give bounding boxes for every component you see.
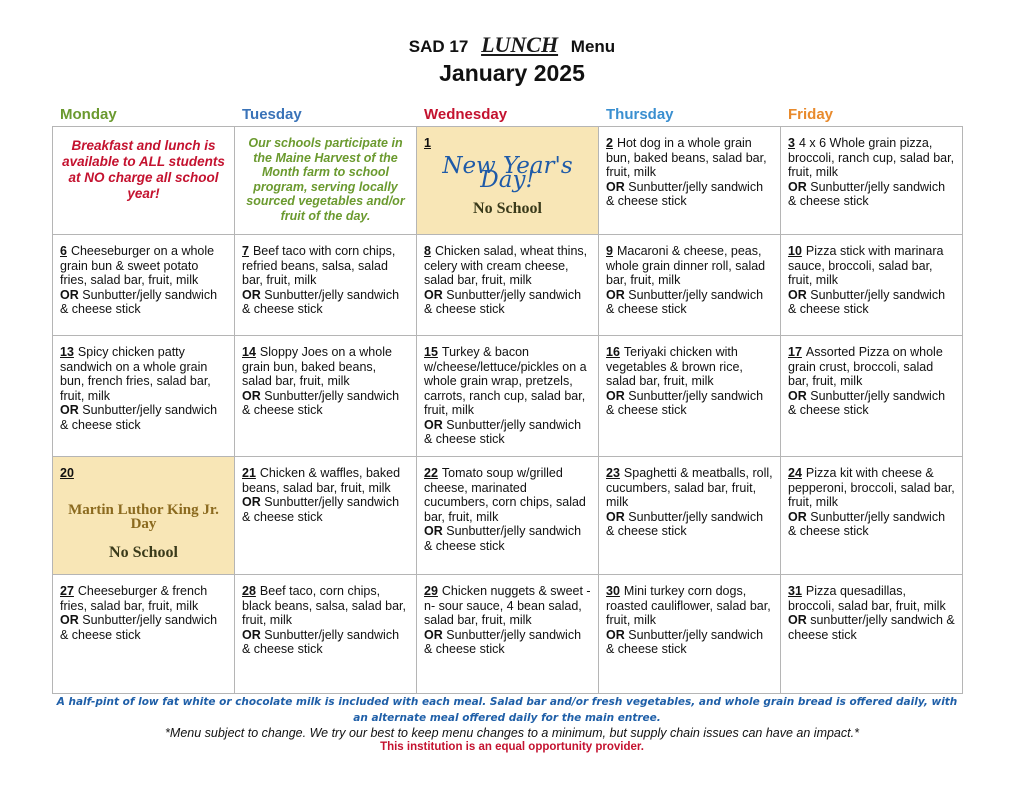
menu-items: Assorted Pizza on whole grain crust, broccoli, salad bar, fruit, milk [788,345,943,388]
day-cell-29 [417,575,599,694]
day-cell-9 [599,235,781,336]
day-cell-6 [53,235,235,336]
no-school-label: No School [109,543,178,561]
menu-items: Spicy chicken patty sandwich on a whole grain bun, french fries, salad bar, fruit, milk [60,345,211,403]
day-cell-15 [417,336,599,457]
day-number: 28 [242,584,256,598]
day-cell-8 [417,235,599,336]
day-cell-23 [599,457,781,575]
menu-items: Cheeseburger on a whole grain bun & sweet potato fries, salad bar, fruit, milk [60,244,215,287]
day-cell-24 [781,457,963,575]
holiday-title: New Year's Day! [442,152,573,193]
day-number: 8 [424,244,431,258]
alternate-meal: Sunbutter/jelly sandwich & cheese stick [60,403,218,432]
day-number: 1 [424,136,431,150]
day-number: 13 [60,345,74,359]
menu-items: Pizza quesadillas, broccoli, salad bar, fruit, milk [788,584,946,613]
or-label: OR [788,388,807,403]
alternate-meal: Sunbutter/jelly sandwich & cheese stick [606,179,764,208]
day-cell-16 [599,336,781,457]
alternate-meal: Sunbutter/jelly sandwich & cheese stick [424,627,582,656]
menu-items: Turkey & bacon w/cheese/lettuce/pickles on a whole grain wrap, pretzels, carrots, ranch cup, salad bar, fruit, milk [424,345,587,417]
menu-items: Spaghetti & meatballs, roll, cucumbers, salad bar, fruit, milk [606,466,773,509]
day-number: 14 [242,345,256,359]
day-cell-10 [781,235,963,336]
or-label: OR [60,613,79,627]
lunch-label: LUNCH [481,32,559,57]
alternate-meal: Sunbutter/jelly sandwich & cheese stick [242,627,400,656]
week-row [53,575,963,694]
menu-items: Chicken nuggets & sweet -n- sour sauce, 4 bean salad, salad bar, fruit, milk [424,584,591,627]
alternate-meal: Sunbutter/jelly sandwich & cheese stick [242,287,400,316]
day-number: 31 [788,584,802,598]
alternate-meal: sunbutter/jelly sandwich & cheese stick [788,613,955,642]
menu-items: Pizza kit with cheese & pepperoni, broccoli, salad bar, fruit, milk [788,466,955,509]
or-label: OR [424,417,443,432]
day-cell-21 [235,457,417,575]
day-cell-31 [781,575,963,694]
day-cell-1 [417,127,599,235]
menu-items: Tomato soup w/grilled cheese, marinated cucumbers, corn chips, salad bar, fruit, milk [424,466,586,524]
or-label: OR [424,287,443,302]
menu-items: Teriyaki chicken with vegetables & brown rice, salad bar, fruit, milk [606,345,743,388]
alternate-meal: Sunbutter/jelly sandwich & cheese stick [606,287,764,316]
day-number: 22 [424,466,438,480]
day-number: 2 [606,136,613,150]
alternate-meal: Sunbutter/jelly sandwich & cheese stick [242,388,400,417]
district-label: SAD 17 [408,37,469,56]
menu-items: Chicken salad, wheat thins, celery with cream cheese, salad bar, fruit, milk [424,244,588,287]
day-thursday: Thursday [606,106,674,123]
day-number: 20 [60,466,74,480]
day-number: 15 [424,345,438,359]
month-title: January 2025 [439,60,585,86]
alternate-meal: Sunbutter/jelly sandwich & cheese stick [606,509,764,538]
or-label: OR [242,495,261,509]
or-label: OR [606,287,625,302]
or-label: OR [242,388,261,403]
week-row [53,457,963,575]
harvest-note: Our schools participate in the Maine Harvest of the Month farm to school program, serving locally sourced vegetables and/or fruit of the day. [246,136,405,223]
menu-items: Hot dog in a whole grain bun, baked beans, salad bar, fruit, milk [606,136,767,179]
menu-items: Mini turkey corn dogs, roasted cauliflower, salad bar, fruit, milk [606,584,771,627]
harvest-note-cell [235,127,417,235]
alternate-meal: Sunbutter/jelly sandwich & cheese stick [788,179,946,208]
menu-items: Beef taco, corn chips, black beans, salsa, salad bar, fruit, milk [242,584,406,627]
day-cell-3 [781,127,963,235]
menu-items: 4 x 6 Whole grain pizza, broccoli, ranch cup, salad bar, fruit, milk [788,136,955,179]
day-number: 29 [424,584,438,598]
equal-opportunity-note: This institution is an equal opportunity provider. [380,741,644,753]
alternate-meal: Sunbutter/jelly sandwich & cheese stick [606,627,764,656]
breakfast-note: Breakfast and lunch is available to ALL students at NO charge all school year! [62,138,225,201]
or-label: OR [788,179,807,194]
alternate-meal: Sunbutter/jelly sandwich & cheese stick [424,417,582,446]
day-cell-17 [781,336,963,457]
day-cell-7 [235,235,417,336]
week-row [53,235,963,336]
alternate-meal: Sunbutter/jelly sandwich & cheese stick [424,287,582,316]
day-cell-30 [599,575,781,694]
day-number: 24 [788,466,802,480]
or-label: OR [60,287,79,302]
or-label: OR [606,627,625,642]
day-number: 27 [60,584,74,598]
alternate-meal: Sunbutter/jelly sandwich & cheese stick [424,524,582,553]
menu-items: Macaroni & cheese, peas, whole grain dinner roll, salad bar, fruit, milk [606,244,766,287]
or-label: OR [788,287,807,302]
day-cell-2 [599,127,781,235]
holiday-title: Martin Luthor King Jr. Day [68,501,219,532]
day-number: 10 [788,244,802,258]
day-number: 6 [60,244,67,258]
or-label: OR [242,287,261,302]
alternate-meal: Sunbutter/jelly sandwich & cheese stick [60,287,218,316]
or-label: OR [60,403,79,417]
menu-title [0,32,1024,58]
milk-note: A half-pint of low fat white or chocolate milk is included with each meal. Salad bar and/or fresh vegetables, and whole grain bread is offered daily, with an alternate meal offered daily for the main entree. [56,696,958,724]
day-cell-22 [417,457,599,575]
or-label: OR [242,627,261,642]
day-friday: Friday [788,106,834,123]
menu-items: Cheeseburger & french fries, salad bar, fruit, milk [60,584,208,613]
or-label: OR [788,613,807,627]
alternate-meal: Sunbutter/jelly sandwich & cheese stick [788,388,946,417]
day-number: 30 [606,584,620,598]
alternate-meal: Sunbutter/jelly sandwich & cheese stick [788,287,946,316]
day-cell-28 [235,575,417,694]
day-monday: Monday [60,106,117,123]
menu-items: Chicken & waffles, baked beans, salad bar, fruit, milk [242,466,401,495]
or-label: OR [424,627,443,642]
day-wednesday: Wednesday [424,106,508,123]
weekday-header [52,106,962,126]
or-label: OR [424,524,443,538]
day-number: 23 [606,466,620,480]
menu-items: Sloppy Joes on a whole grain bun, baked beans, salad bar, fruit, milk [242,345,392,388]
day-number: 17 [788,345,802,359]
day-cell-27 [53,575,235,694]
week-row [53,127,963,235]
day-number: 3 [788,136,795,150]
alternate-meal: Sunbutter/jelly sandwich & cheese stick [606,388,764,417]
breakfast-note-cell [53,127,235,235]
menu-label: Menu [570,37,616,56]
or-label: OR [606,388,625,403]
day-number: 7 [242,244,249,258]
alternate-meal: Sunbutter/jelly sandwich & cheese stick [60,613,218,642]
menu-calendar [52,126,963,694]
no-school-label: No School [473,199,542,217]
day-number: 9 [606,244,613,258]
menu-items: Beef taco with corn chips, refried beans, salsa, salad bar, fruit, milk [242,244,396,287]
day-number: 16 [606,345,620,359]
or-label: OR [606,509,625,524]
or-label: OR [788,509,807,524]
menu-items: Pizza stick with marinara sauce, broccoli, salad bar, fruit, milk [788,244,944,287]
alternate-meal: Sunbutter/jelly sandwich & cheese stick [242,495,400,524]
day-tuesday: Tuesday [242,106,302,123]
menu-change-note: *Menu subject to change. We try our best to keep menu changes to a minimum, but supply chain issues can have an impact.* [165,726,859,740]
day-number: 21 [242,466,256,480]
day-cell-14 [235,336,417,457]
week-row [53,336,963,457]
day-cell-13 [53,336,235,457]
day-cell-20 [53,457,235,575]
alternate-meal: Sunbutter/jelly sandwich & cheese stick [788,509,946,538]
or-label: OR [606,179,625,194]
